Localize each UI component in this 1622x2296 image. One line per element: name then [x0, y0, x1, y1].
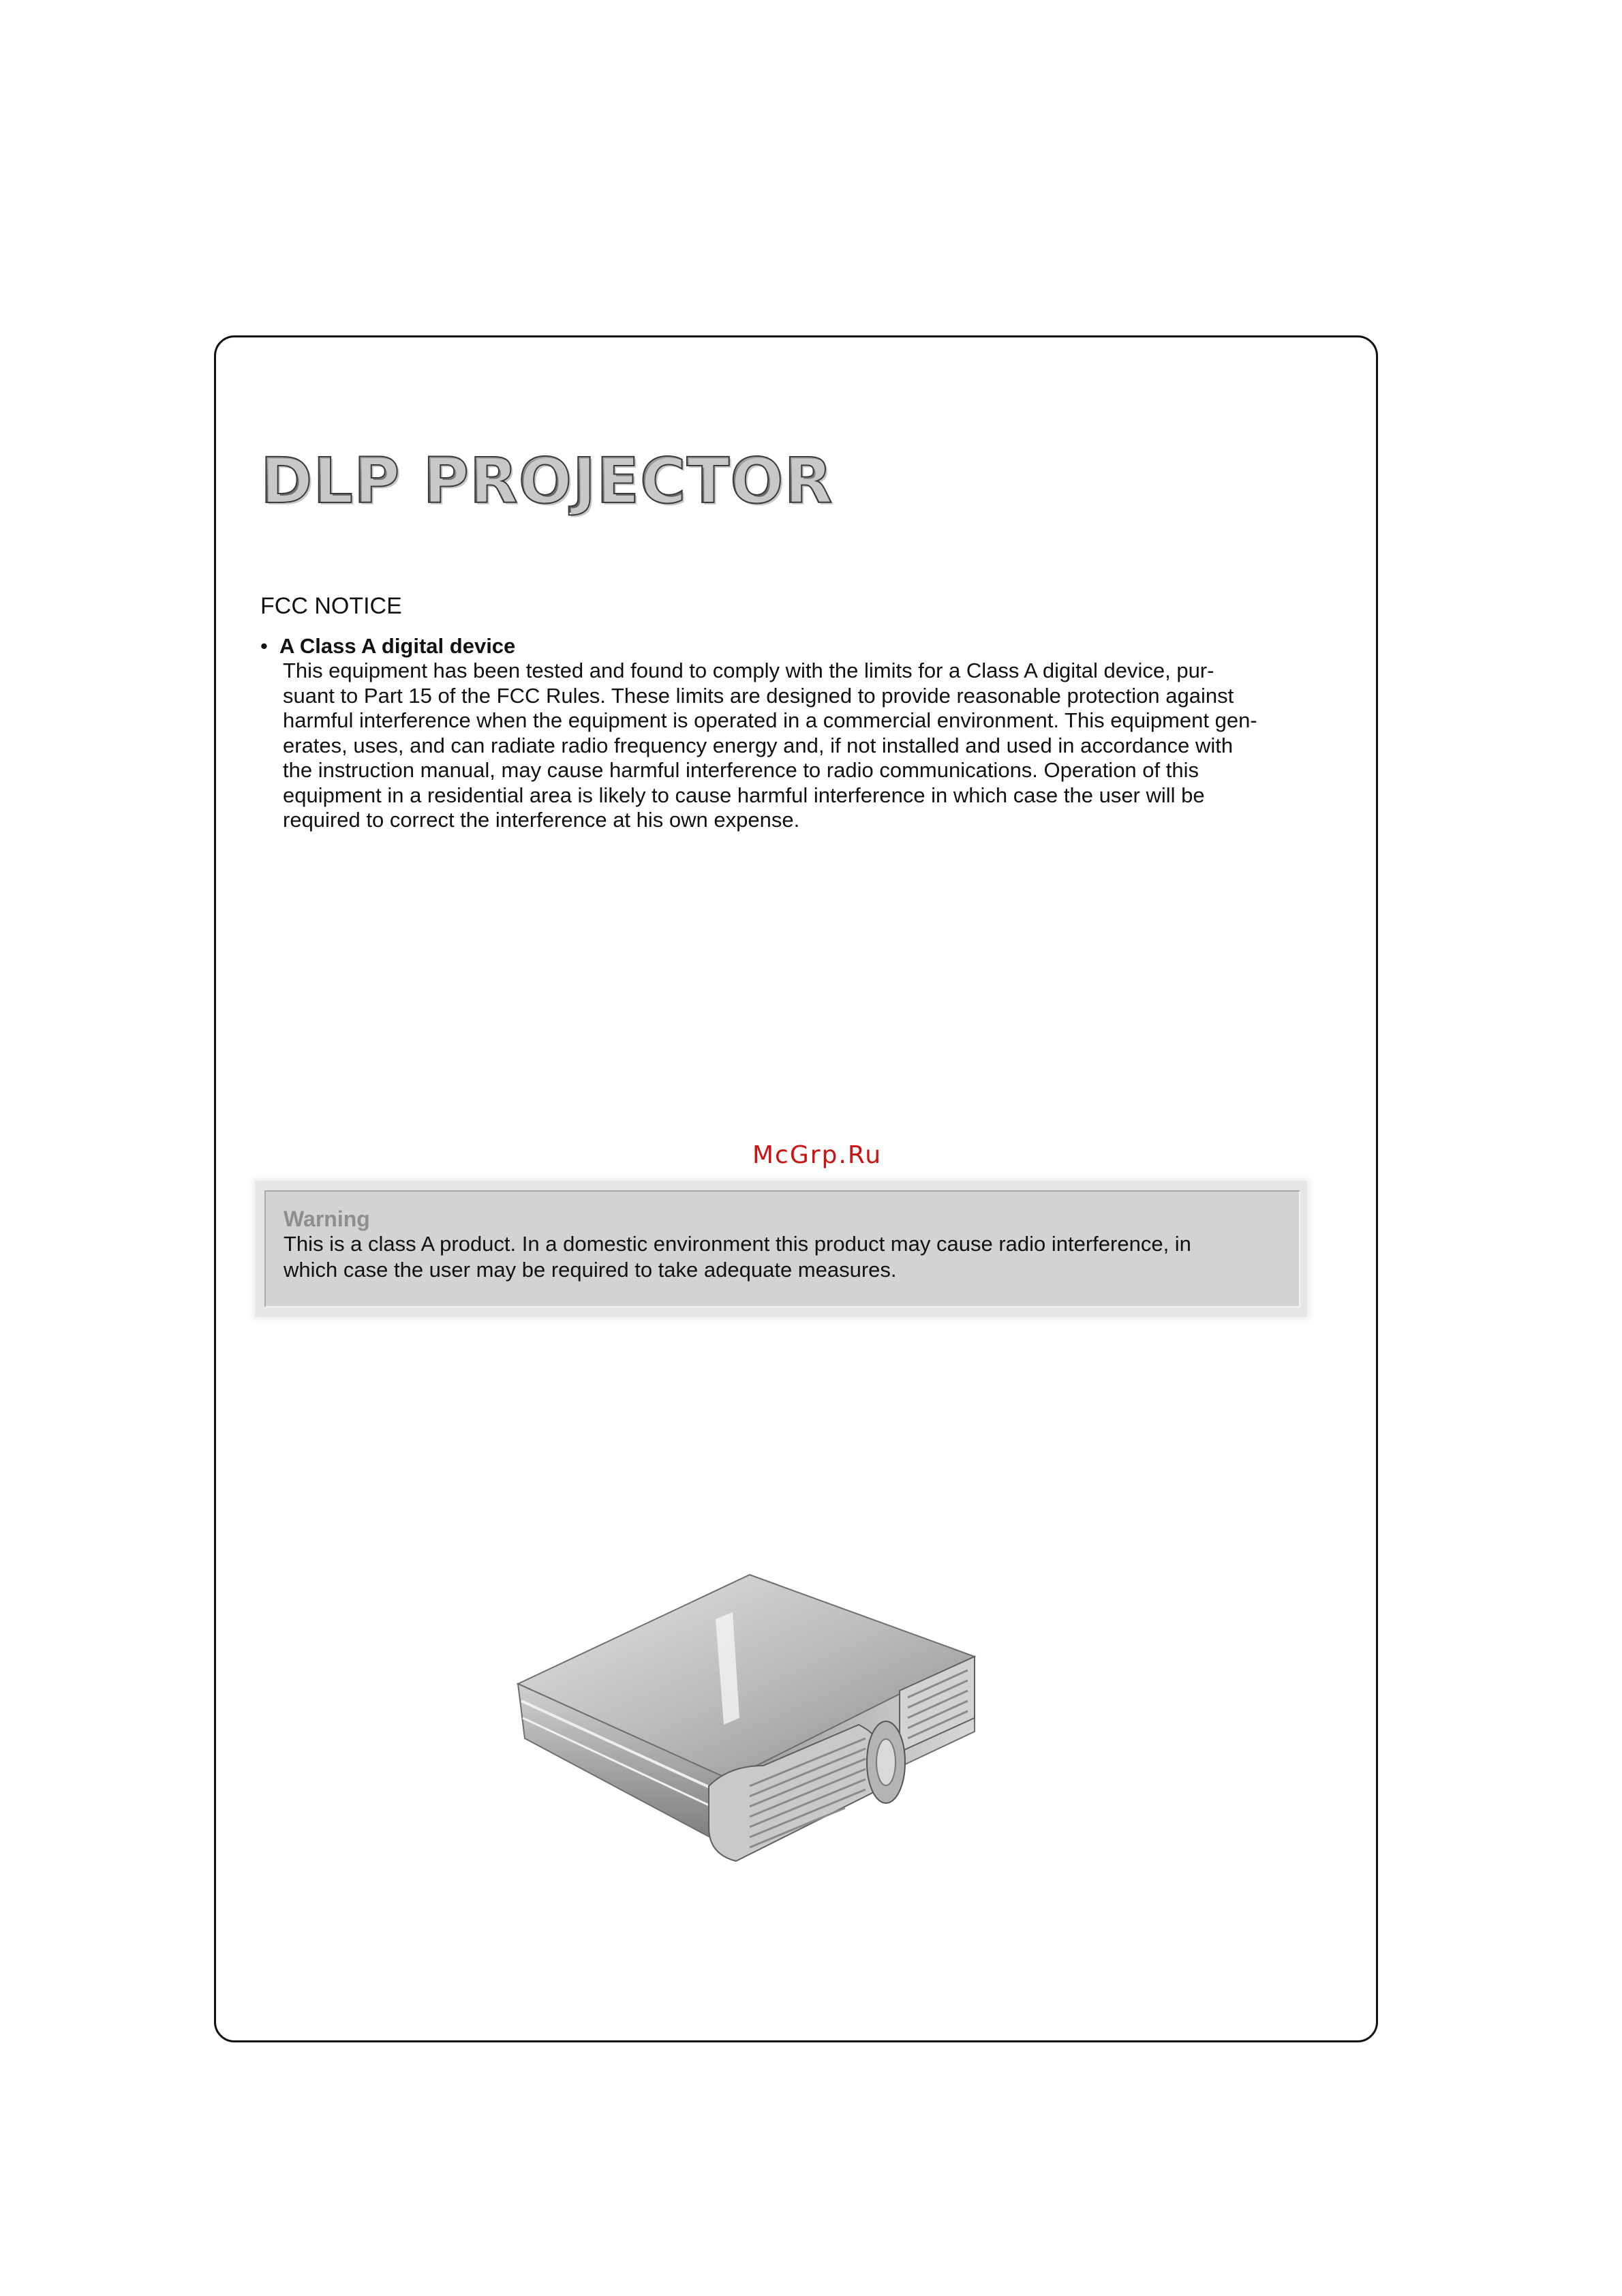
fcc-notice-body	[283, 659, 1332, 833]
class-a-subheading: A Class A digital device	[279, 634, 516, 658]
fcc-body-line: erates, uses, and can radiate radio frequency energy and, if not installed and used in accordance with	[283, 733, 1234, 757]
bullet-marker: •	[260, 634, 268, 658]
projector-illustration	[504, 1561, 995, 1943]
watermark-link[interactable]: McGrp.Ru	[752, 1141, 883, 1169]
warning-line: This is a class A product. In a domestic environment this product may cause radio interference, in	[284, 1232, 1191, 1256]
warning-line: which case the user may be required to take adequate measures.	[284, 1258, 897, 1282]
fcc-body-line: harmful interference when the equipment is operated in a commercial environment. This equipment gen-	[283, 708, 1257, 732]
fcc-notice-heading: FCC NOTICE	[260, 593, 402, 619]
fcc-body-line: This equipment has been tested and found to comply with the limits for a Class A digital device, pur-	[283, 659, 1214, 682]
warning-text	[284, 1231, 1191, 1283]
fcc-body-line: required to correct the interference at his own expense.	[283, 808, 800, 832]
warning-box	[255, 1181, 1307, 1317]
page-title: DLP PROJECTOR	[260, 444, 833, 517]
fcc-body-line: equipment in a residential area is likely to cause harmful interference in which case the user will be	[283, 783, 1205, 807]
warning-title: Warning	[284, 1207, 370, 1231]
fcc-body-line: the instruction manual, may cause harmful interference to radio communications. Operation of this	[283, 758, 1199, 782]
warning-box-inner	[264, 1190, 1300, 1308]
fcc-body-line: suant to Part 15 of the FCC Rules. These limits are designed to provide reasonable protection against	[283, 683, 1234, 708]
